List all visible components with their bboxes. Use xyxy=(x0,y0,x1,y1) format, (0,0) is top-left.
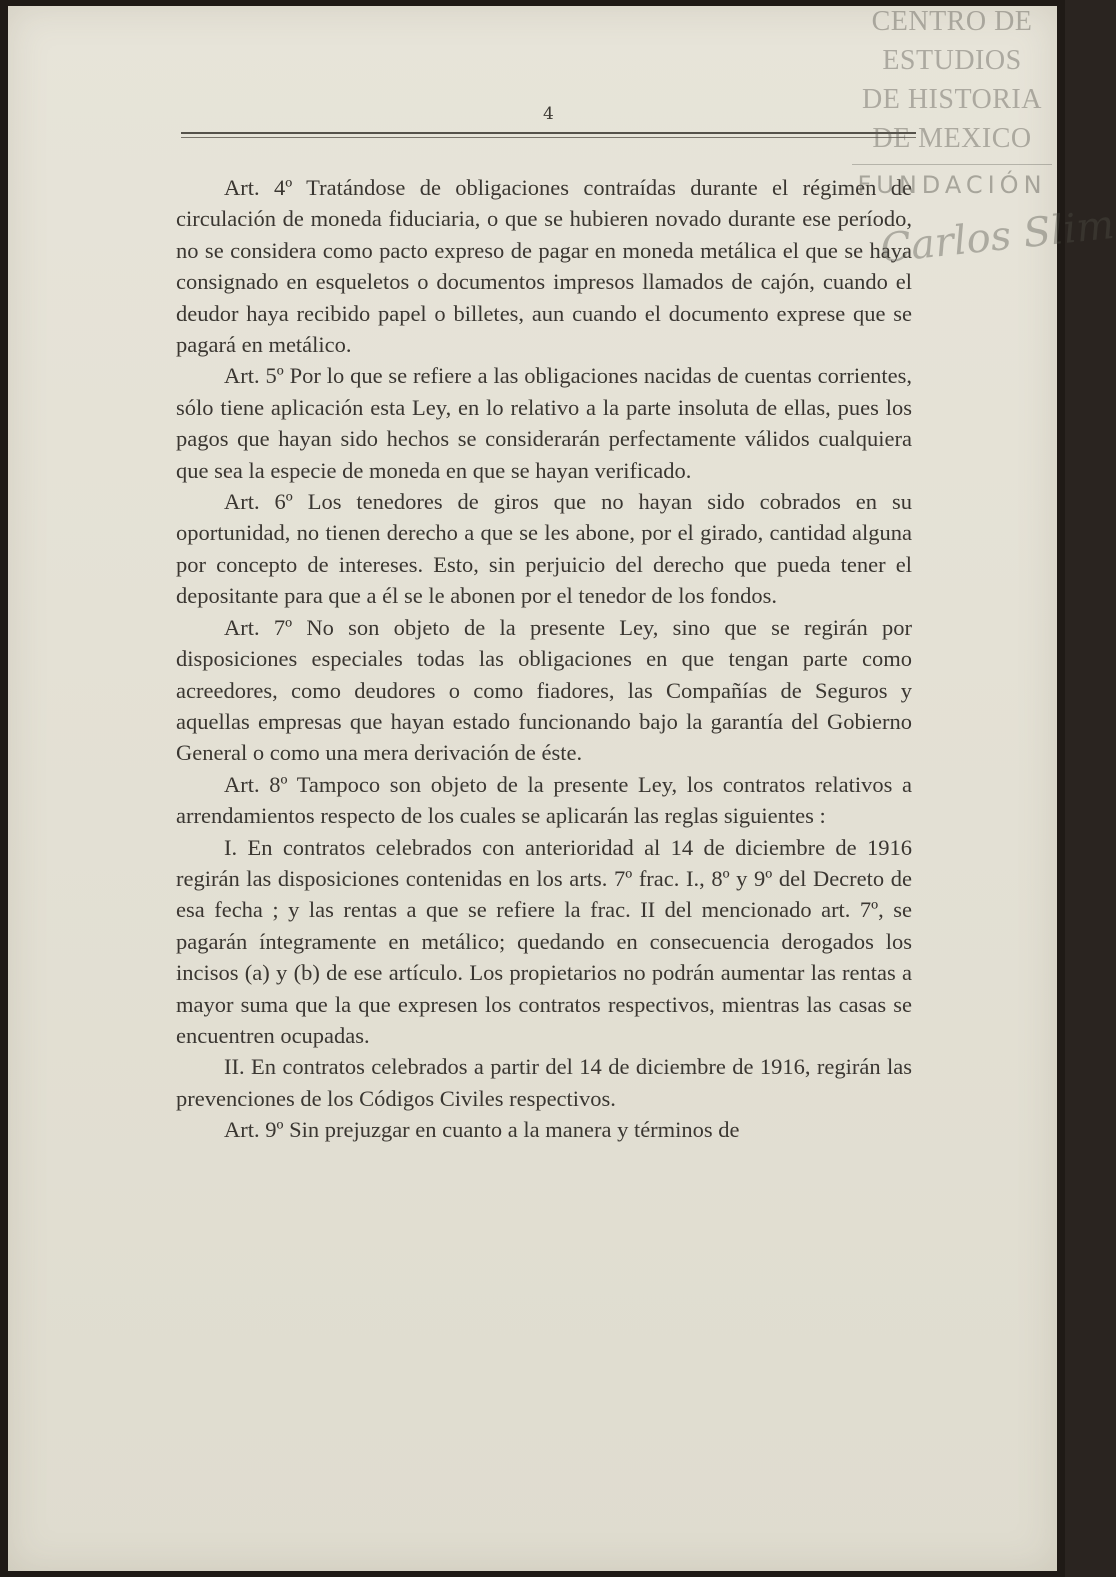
header-rule xyxy=(181,132,916,134)
page-number: 4 xyxy=(543,104,554,124)
paragraph-art-9: Art. 9º Sin prejuzgar en cuanto a la manera y términos de xyxy=(224,1117,740,1143)
paragraph-art-8: Art. 8º Tampoco son objeto de la presente Ley, los contratos relativos a arrendamientos respecto de los cuales se aplicarán las reglas siguientes : xyxy=(176,771,912,829)
watermark-divider xyxy=(852,164,1052,165)
watermark-line-3: DE HISTORIA xyxy=(862,84,1042,115)
watermark-foundation: FUNDACIÓN xyxy=(857,171,1047,199)
paragraph-art-6: Art. 6º Los tenedores de giros que no hayan sido cobrados en su oportunidad, no tienen derecho a que se les abone, por el girado, cantidad alguna por concepto de intereses. Esto, sin perjuicio del derecho que pueda tener el depositante para que a él se le abonen por el tenedor de los fondos. xyxy=(176,489,912,609)
watermark-signature: Carlos Slim xyxy=(878,201,1116,273)
paragraph-art-7: Art. 7º No son objeto de la presente Ley, sino que se regirán por disposiciones especiales todas las obligaciones en que tengan parte como acreedores, como deudores o como fiadores, las Compañías de Seguros y aquellas empresas que hayan estado funcionando bajo la garantía del Gobierno General o como una mera derivación de éste. xyxy=(176,614,912,766)
header-rule-secondary xyxy=(181,137,916,138)
watermark-line-4: DE MEXICO xyxy=(872,123,1032,154)
watermark-line-2: ESTUDIOS xyxy=(882,45,1022,76)
paragraph-art-8-rule-ii: II. En contratos celebrados a partir del 14 de diciembre de 1916, regirán las prevenciones de los Códigos Civiles respectivos. xyxy=(176,1054,912,1111)
watermark-line-1: CENTRO DE xyxy=(871,6,1033,37)
archive-watermark xyxy=(852,2,1052,199)
paragraph-art-4: Art. 4º Tratándose de obligaciones contraídas durante el régimen de circulación de moneda fiduciaria, o que se hubieren novado durante ese período, no se considera como pacto expreso de pagar en moneda metálica el que se haya consignado en esqueletos o documentos impresos llamados de cajón, cuando el deudor haya recibido papel o billetes, aun cuando el documento exprese que se pagará en metálico. xyxy=(176,175,912,358)
paragraph-art-8-rule-i: I. En contratos celebrados con anterioridad al 14 de diciembre de 1916 regirán las disposiciones contenidas en los arts. 7º frac. I., 8º y 9º del Decreto de esa fecha ; y las rentas a que se refiere la frac. II del mencionado art. 7º, se pagarán íntegramente en metálico; quedando en consecuencia derogados los incisos (a) y (b) de ese artículo. Los propietarios no podrán aumentar las rentas a mayor suma que la que expresen los contratos respectivos, mientras las casas se encuentren ocupadas. xyxy=(176,834,912,1048)
paragraph-art-5: Art. 5º Por lo que se refiere a las obligaciones nacidas de cuentas corrientes, sólo tiene aplicación esta Ley, en lo relativo a la parte insoluta de ellas, pues los pagos que hayan sido hechos se considerarán perfectamente válidos cualquiera que sea la especie de moneda en que se hayan verificado. xyxy=(176,363,912,483)
document-body xyxy=(176,172,912,1146)
